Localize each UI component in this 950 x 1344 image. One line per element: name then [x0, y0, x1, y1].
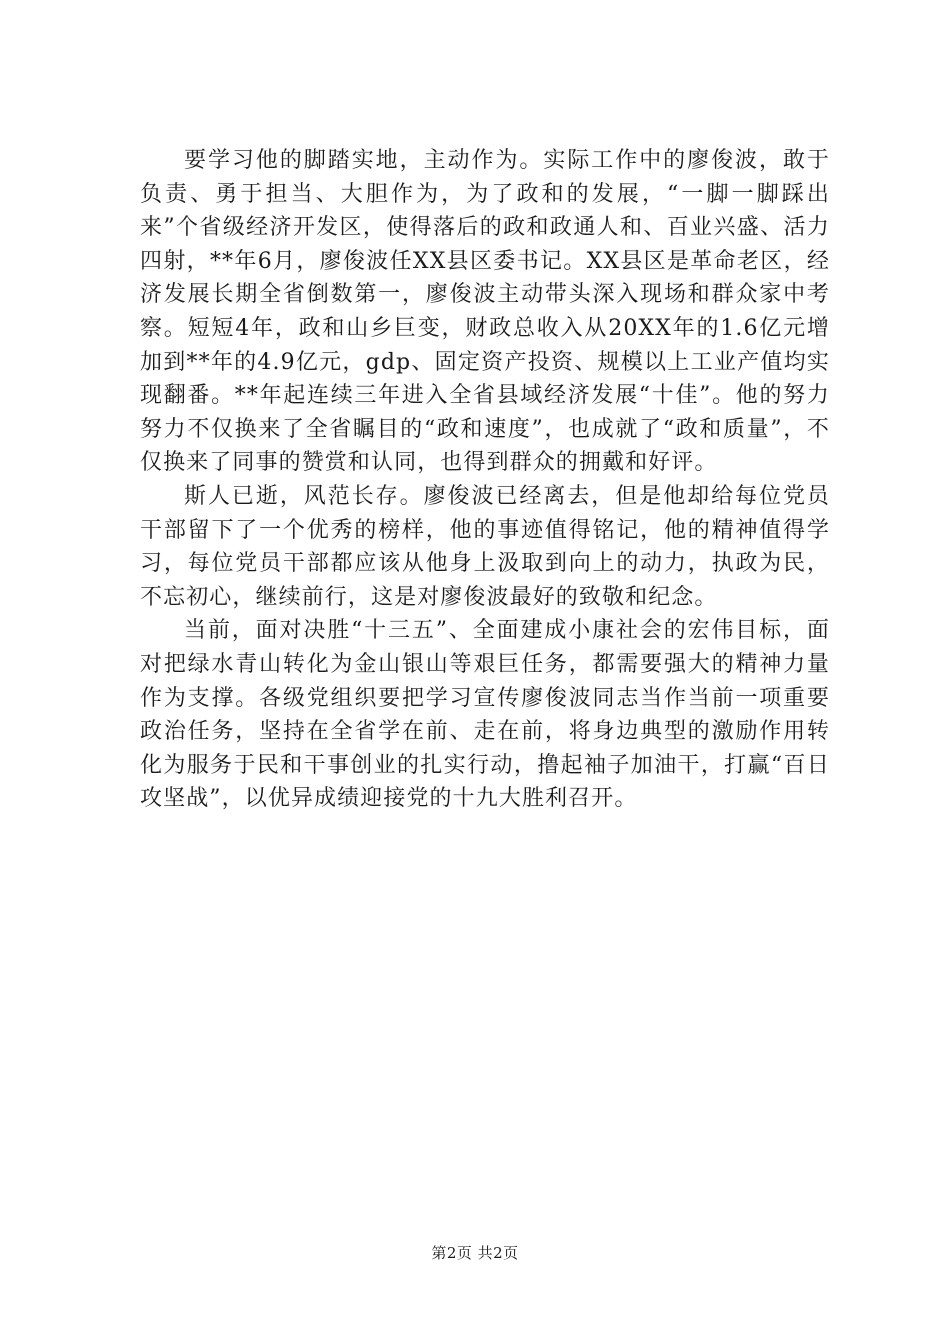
paragraph-2: 斯人已逝，风范长存。廖俊波已经离去，但是他却给每位党员干部留下了一个优秀的榜样，他的事迹值得铭记，他的精神值得学习，每位党员干部都应该从他身上汲取到向上的动力，执政为民，不忘初心，继续前行，这是对廖俊波最好的致敬和纪念。 [140, 483, 830, 610]
paragraph-3: 当前，面对决胜“十三五”、全面建成小康社会的宏伟目标，面对把绿水青山转化为金山银山等艰巨任务，都需要强大的精神力量作为支撑。各级党组织要把学习宣传廖俊波同志当作当前一项重要政治任务，坚持在全省学在前、走在前，将身边典型的激励作用转化为服务于民和干事创业的扎实行动，撸起袖子加油干，打赢“百日攻坚战”，以优异成绩迎接党的十九大胜利召开。 [140, 618, 830, 812]
page-footer: 第2页 共2页 [431, 1244, 519, 1262]
document-body [140, 144, 830, 816]
paragraph-1: 要学习他的脚踏实地，主动作为。实际工作中的廖俊波，敢于负责、勇于担当、大胆作为，为了政和的发展，“一脚一脚踩出来”个省级经济开发区，使得落后的政和政通人和、百业兴盛、活力四射，**年6月，廖俊波任XX县区委书记。XX县区是革命老区，经济发展长期全省倒数第一，廖俊波主动带头深入现场和群众家中考察。短短4年，政和山乡巨变，财政总收入从20XX年的1.6亿元增加到**年的4.9亿元，gdp、固定资产投资、规模以上工业产值均实现翻番。**年起连续三年进入全省县域经济发展“十佳”。他的努力努力不仅换来了全省瞩目的“政和速度”，也成就了“政和质量”，不仅换来了同事的赞赏和认同，也得到群众的拥戴和好评。 [140, 148, 830, 476]
